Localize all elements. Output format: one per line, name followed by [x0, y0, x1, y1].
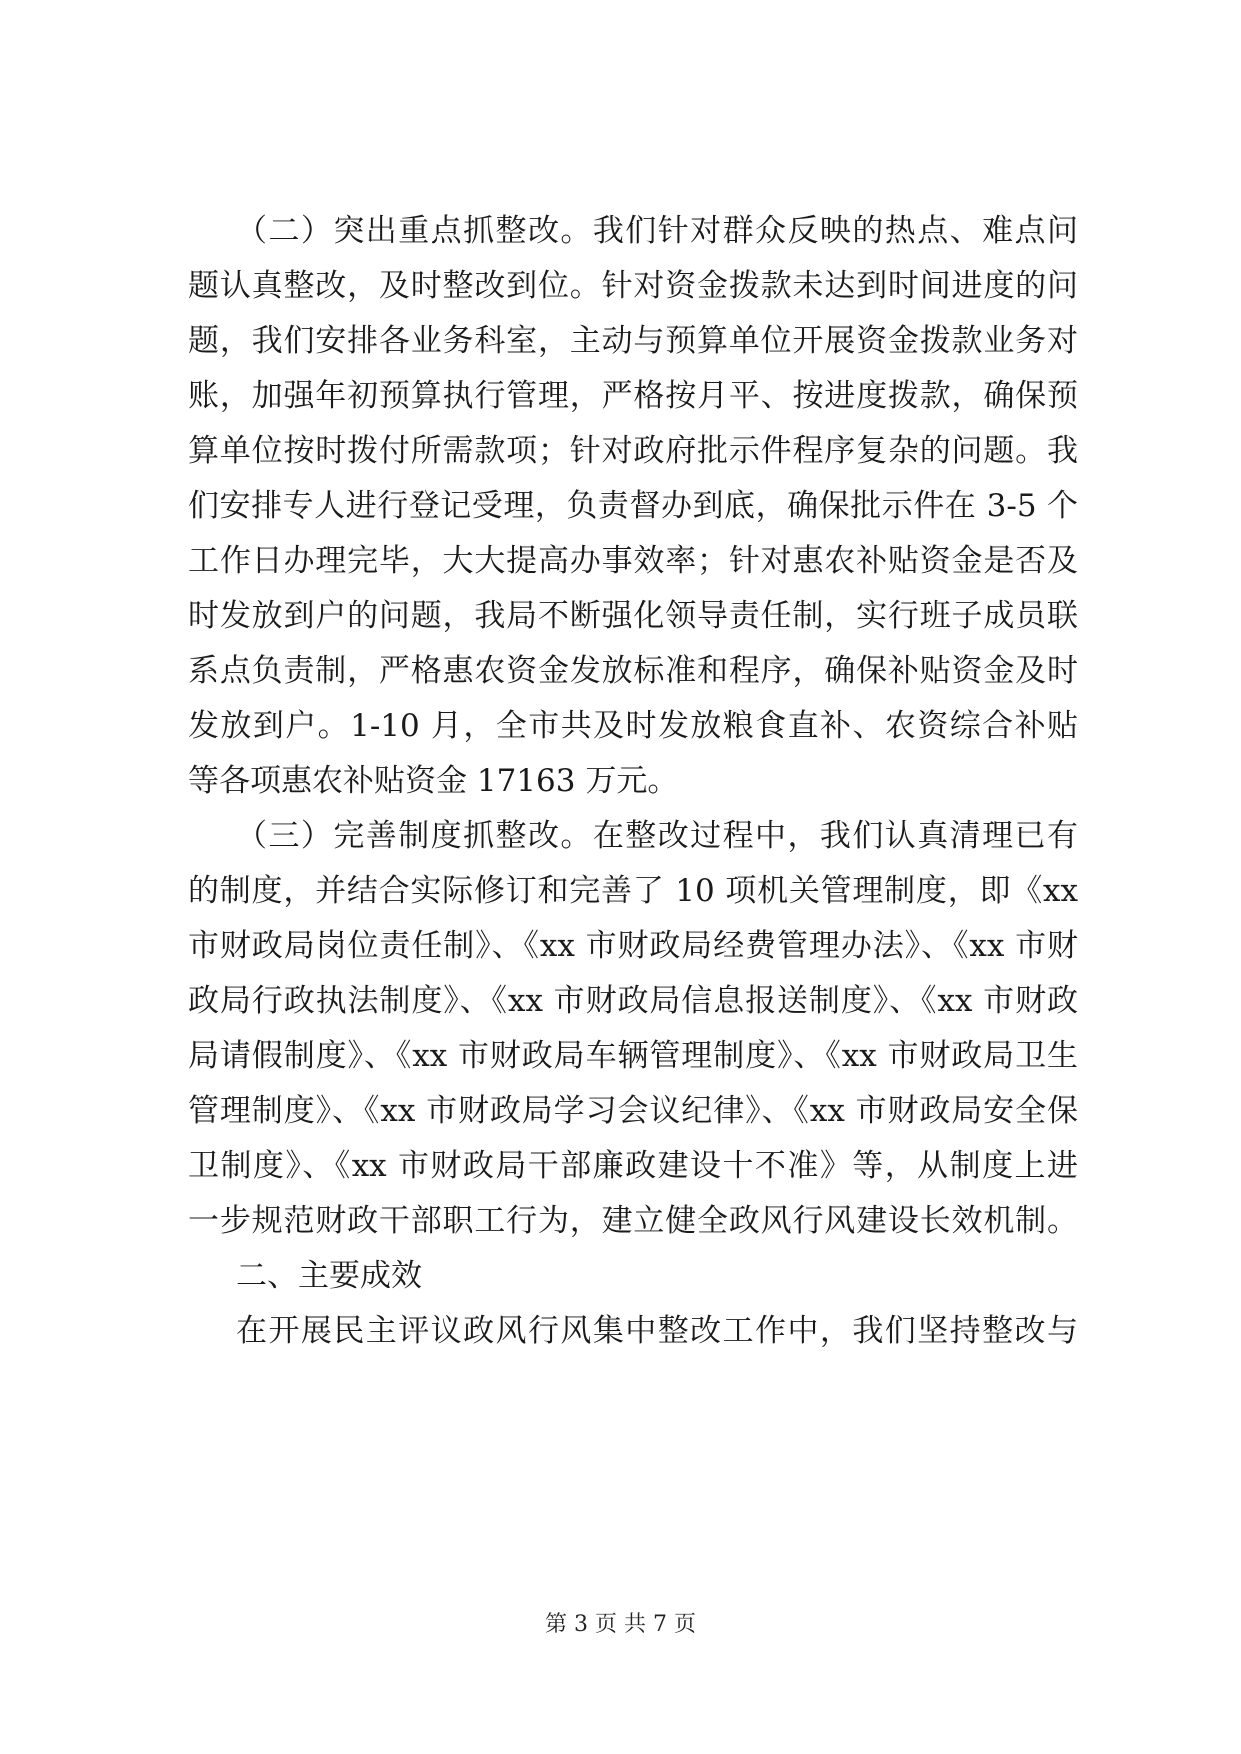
paragraph-line: （二）突出重点抓整改。我们针对群众反映的热点、难点问 [236, 213, 1078, 249]
paragraph-line: 局请假制度》、《xx 市财政局车辆管理制度》、《xx 市财政局卫生 [188, 1038, 1078, 1074]
paragraph-line: 发放到户。1-10 月，全市共及时发放粮食直补、农资综合补贴 [188, 708, 1078, 744]
paragraph-line: 题，我们安排各业务科室，主动与预算单位开展资金拨款业务对 [188, 323, 1078, 359]
section-heading: 二、主要成效 [236, 1258, 422, 1294]
paragraph-line: 账，加强年初预算执行管理，严格按月平、按进度拨款，确保预 [188, 378, 1078, 414]
paragraph-line: 们安排专人进行登记受理，负责督办到底，确保批示件在 3-5 个 [188, 488, 1078, 524]
paragraph-line: 时发放到户的问题，我局不断强化领导责任制，实行班子成员联 [188, 598, 1078, 634]
paragraph-line: 等各项惠农补贴资金 17163 万元。 [188, 763, 679, 799]
page-number-footer: 第 3 页 共 7 页 [545, 1612, 696, 1637]
paragraph-line: 一步规范财政干部职工行为，建立健全政风行风建设长效机制。 [188, 1203, 1078, 1239]
paragraph-line: （三）完善制度抓整改。在整改过程中，我们认真清理已有 [236, 818, 1078, 854]
paragraph-line: 政局行政执法制度》、《xx 市财政局信息报送制度》、《xx 市财政 [188, 983, 1078, 1019]
paragraph-line: 工作日办理完毕，大大提高办事效率；针对惠农补贴资金是否及 [188, 543, 1078, 579]
paragraph-line: 在开展民主评议政风行风集中整改工作中，我们坚持整改与 [236, 1313, 1078, 1349]
paragraph-line: 管理制度》、《xx 市财政局学习会议纪律》、《xx 市财政局安全保 [188, 1093, 1078, 1129]
paragraph-line: 系点负责制，严格惠农资金发放标准和程序，确保补贴资金及时 [188, 653, 1078, 689]
paragraph-line: 题认真整改，及时整改到位。针对资金拨款未达到时间进度的问 [188, 268, 1078, 304]
paragraph-line: 算单位按时拨付所需款项；针对政府批示件程序复杂的问题。我 [188, 433, 1078, 469]
paragraph-line: 市财政局岗位责任制》、《xx 市财政局经费管理办法》、《xx 市财 [188, 928, 1078, 964]
paragraph-line: 卫制度》、《xx 市财政局干部廉政建设十不准》等，从制度上进 [188, 1148, 1078, 1184]
paragraph-line: 的制度，并结合实际修订和完善了 10 项机关管理制度，即《xx [188, 873, 1078, 909]
